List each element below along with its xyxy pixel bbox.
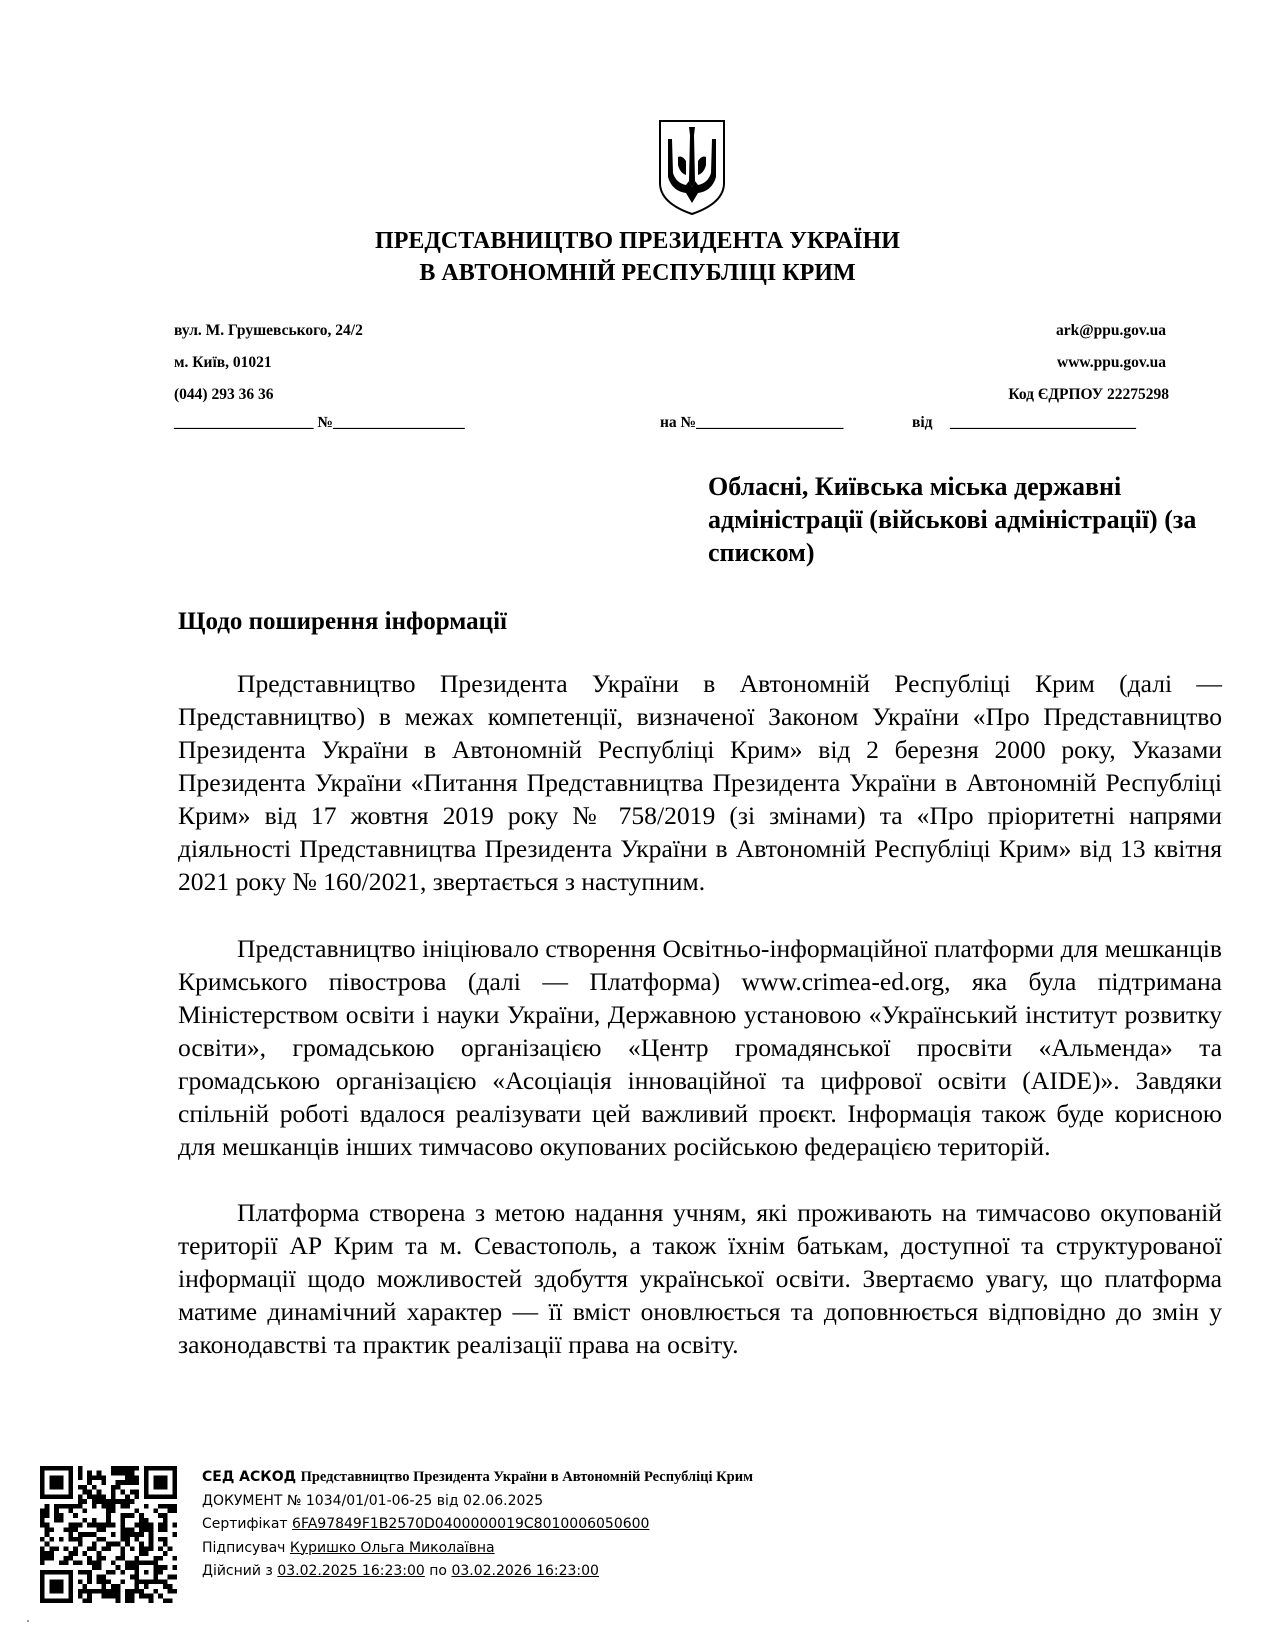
trident-emblem-icon: [656, 117, 728, 217]
phone: (044) 293 36 36: [174, 386, 274, 403]
valid-to-label: по: [429, 1563, 447, 1579]
certificate-label: Сертифікат: [202, 1516, 288, 1532]
address: вул. М. Грушевського, 24/2: [174, 322, 363, 339]
signature-system: СЕД АСКОД: [202, 1469, 297, 1485]
certificate-value: 6FA97849F1B2570D0400000019C8010006050600: [292, 1516, 650, 1532]
org-name-line2: В АВТОНОМНІЙ РЕСПУБЛІЦІ КРИМ: [419, 260, 856, 286]
org-name-line1: ПРЕДСТАВНИЦТВО ПРЕЗИДЕНТА УКРАЇНИ: [375, 228, 900, 254]
subject: Щодо поширення інформації: [178, 608, 507, 635]
email: ark@ppu.gov.ua: [1055, 322, 1166, 339]
city: м. Київ, 01021: [174, 354, 272, 371]
digital-signature-block: [202, 1466, 822, 1584]
body-paragraph-3: Платформа створена з метою надання учням, які проживають на тимчасово окупованій території АР Крим та м. Севастополь, а також їхнім батькам, доступної та структурованої інформації щодо можливостей здобуття української освіти. Звертаємо увагу, що платформа матиме динамічний характер — її вміст оновлюється та доповнюється відповідно до змін у законодавстві та практик реалізації права на освіту.: [178, 1198, 1222, 1359]
scan-artifact: [27, 1620, 29, 1622]
valid-from-label: Дійсний з: [202, 1563, 273, 1579]
recipient: Обласні, Київська міська державні адміністрації (військові адміністрації) (за списком): [708, 472, 1197, 567]
body-paragraph-1: Представництво Президента України в Автономній Республіці Крим (далі — Представництво) в межах компетенції, визначеної Законом України «Про Представництво Президента України в Автономній Республіці Крим» від 2 березня 2000 року, Указами Президента України «Питання Представництва Президента України в Автономній Республіці Крим» від 17 жовтня 2019 року № 758/2019 (зі змінами) та «Про пріоритетні напрями діяльності Представництва Президента України в Автономній Республіці Крим» від 13 квітня 2021 року № 160/2021, звертається з наступним.: [178, 669, 1222, 896]
signature-validity-line: [202, 1560, 822, 1584]
signer-value: Куришко Ольга Миколаївна: [289, 1539, 495, 1556]
date-field: ________________________: [950, 414, 1136, 431]
signature-system-line: [202, 1466, 822, 1490]
signature-signer-line: [202, 1537, 822, 1561]
edrpou-code: Код ЄДРПОУ 22275298: [1008, 386, 1169, 403]
valid-from: 03.02.2025 16:23:00: [277, 1563, 425, 1579]
outgoing-number-field: __________________ №_________________: [174, 414, 465, 431]
date-label: від: [912, 414, 933, 431]
website: www.ppu.gov.ua: [1057, 354, 1166, 371]
signature-document: ДОКУМЕНТ № 1034/01/01-06-25 від 02.06.2025: [202, 1492, 544, 1509]
body-paragraph-2: Представництво ініціювало створення Освітньо-інформаційної платформи для мешканців Кримського півострова (далі — Платформа) www.crimea-ed.org, яка була підтримана Міністерством освіти і науки України, Державною установою «Український інститут розвитку освіти», громадською організацією «Центр громадянської просвіти «Альменда» та громадською організацією «Асоціація інноваційної та цифрової освіти (AIDE)». Завдяки спільній роботі вдалося реалізувати цей важливий проєкт. Інформація також буде корисною для мешканців інших тимчасово окупованих російською федерацією територій.: [178, 934, 1222, 1161]
signature-org: Представництво Президента України в Автономній Республіці Крим: [300, 1469, 753, 1485]
reply-number-field: на №___________________: [660, 414, 844, 431]
valid-to: 03.02.2026 16:23:00: [451, 1563, 599, 1579]
qr-code-icon: [40, 1466, 177, 1603]
signer-label: Підписувач: [202, 1539, 286, 1556]
signature-certificate-line: [202, 1513, 822, 1537]
